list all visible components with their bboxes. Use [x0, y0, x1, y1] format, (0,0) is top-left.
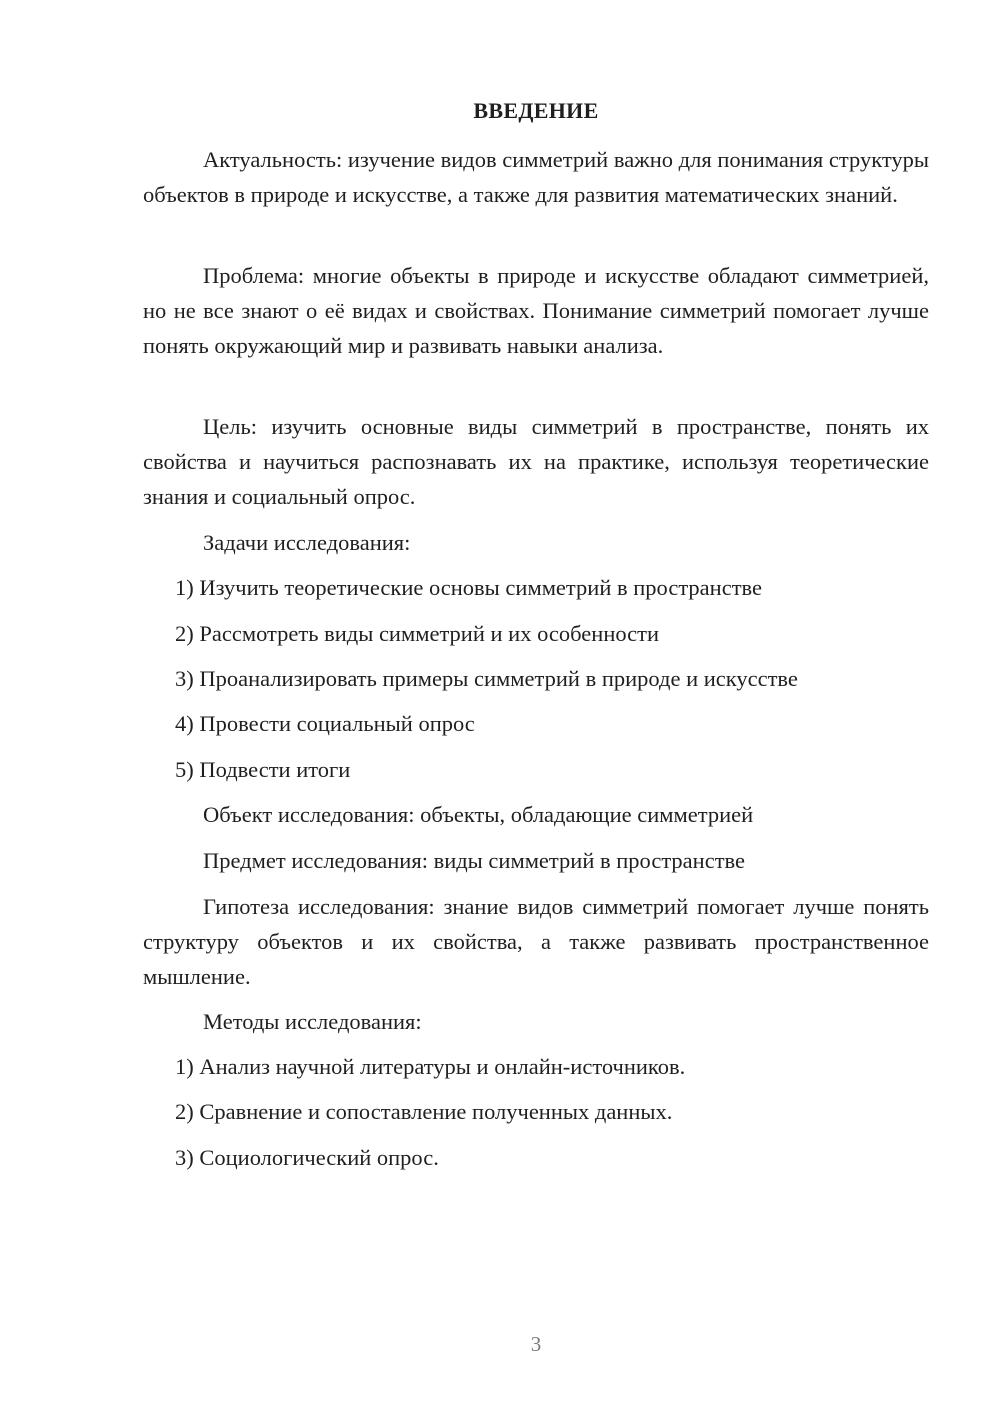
task-item-2: 2) Рассмотреть виды симметрий и их особенности	[175, 621, 660, 646]
task-item-4: 4) Провести социальный опрос	[175, 711, 475, 736]
hypothesis-paragraph: Гипотеза исследования: знание видов симметрий помогает лучше понять структуру объектов и их свойства, а также развивать пространственное мышление.	[143, 894, 929, 989]
method-item-3: 3) Социологический опрос.	[175, 1145, 439, 1170]
document-page	[143, 0, 929, 1414]
tasks-heading: Задачи исследования:	[203, 530, 411, 555]
task-item-1: 1) Изучить теоретические основы симметрий в пространстве	[175, 575, 762, 600]
method-item-1: 1) Анализ научной литературы и онлайн-источников.	[175, 1054, 686, 1079]
method-item-2: 2) Сравнение и сопоставление полученных данных.	[175, 1099, 673, 1124]
page-number: 3	[530, 1332, 542, 1356]
research-object: Объект исследования: объекты, обладающие симметрией	[203, 802, 754, 827]
relevance-paragraph: Актуальность: изучение видов симметрий важно для понимания структуры объектов в природе и искусстве, а также для развития математических знаний.	[143, 147, 929, 207]
task-item-5: 5) Подвести итоги	[175, 757, 351, 782]
goal-paragraph: Цель: изучить основные виды симметрий в пространстве, понять их свойства и научиться распознавать их на практике, используя теоретические знания и социальный опрос.	[143, 414, 929, 509]
task-item-3: 3) Проанализировать примеры симметрий в природе и искусстве	[175, 666, 798, 691]
methods-heading: Методы исследования:	[203, 1009, 422, 1034]
problem-paragraph: Проблема: многие объекты в природе и искусстве обладают симметрией, но не все знают о её видах и свойствах. Понимание симметрий помогает лучше понять окружающий мир и развивать навыки анализа.	[143, 263, 929, 358]
section-title: ВВЕДЕНИЕ	[473, 98, 599, 123]
research-subject: Предмет исследования: виды симметрий в пространстве	[203, 848, 745, 873]
